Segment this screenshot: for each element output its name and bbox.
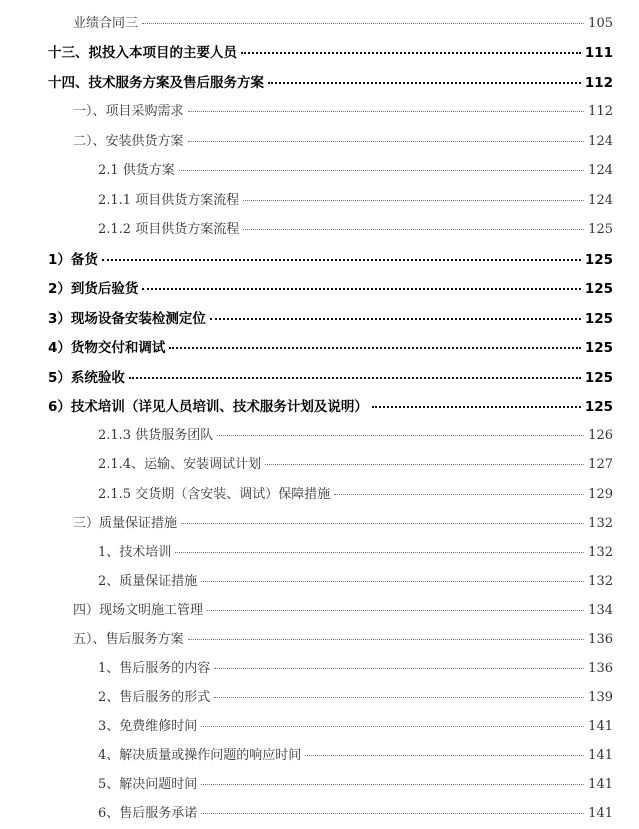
dot-leader (188, 141, 585, 142)
toc-entry-label: 6、售后服务承诺 (98, 806, 198, 821)
toc-entry-page: 127 (588, 457, 613, 472)
toc-entry-page: 141 (588, 748, 613, 763)
dot-leader (129, 377, 581, 379)
dot-leader (305, 755, 584, 756)
dot-leader (372, 406, 581, 408)
toc-entry-page: 136 (588, 661, 613, 676)
toc-entry[interactable] (73, 100, 613, 120)
toc-entry[interactable] (48, 248, 613, 268)
toc-entry[interactable] (98, 453, 613, 473)
dot-leader (268, 82, 581, 84)
toc-entry-page: 112 (584, 75, 613, 91)
toc-entry-page: 132 (588, 574, 613, 589)
toc-entry[interactable] (98, 189, 613, 209)
dot-leader (210, 318, 581, 320)
toc-entry[interactable] (73, 512, 613, 532)
toc-entry-label: 一）、项目采购需求 (73, 104, 184, 119)
toc-entry[interactable] (98, 483, 613, 503)
dot-leader (201, 726, 584, 727)
toc-entry-page: 125 (584, 252, 613, 268)
toc-entry-label: 2.1.4、运输、安装调试计划 (98, 457, 262, 472)
toc-entry[interactable] (48, 307, 613, 327)
toc-entry-label: 3、免费维修时间 (98, 719, 198, 734)
dot-leader (207, 610, 584, 611)
dot-leader (241, 52, 581, 54)
toc-entry-page: 112 (588, 104, 613, 119)
toc-entry[interactable] (98, 744, 613, 764)
dot-leader (169, 347, 580, 349)
toc-entry-label: 5、解决问题时间 (98, 777, 198, 792)
toc-entry-page: 132 (588, 545, 613, 560)
toc-entry-label: 1）备货 (48, 252, 98, 268)
toc-entry-label: 十三、拟投入本项目的主要人员 (48, 45, 237, 61)
toc-entry[interactable] (48, 277, 613, 297)
dot-leader (201, 581, 584, 582)
dot-leader (175, 552, 584, 553)
toc-entry-page: 125 (584, 370, 613, 386)
dot-leader (217, 435, 584, 436)
toc-entry-label: 十四、技术服务方案及售后服务方案 (48, 75, 264, 91)
toc-entry-page: 111 (584, 45, 613, 61)
toc-entry[interactable] (98, 802, 613, 822)
toc-entry-page: 141 (588, 806, 613, 821)
toc-entry-page: 125 (584, 399, 613, 415)
toc-entry-page: 136 (588, 632, 613, 647)
dot-leader (243, 200, 584, 201)
dot-leader (188, 111, 585, 112)
dot-leader (265, 464, 584, 465)
toc-entry-label: 4、解决质量或操作问题的响应时间 (98, 748, 302, 763)
toc-entry-label: 4）货物交付和调试 (48, 340, 166, 356)
toc-entry-page: 125 (588, 222, 613, 237)
dot-leader (201, 813, 584, 814)
toc-entry-label: 四）现场文明施工管理 (73, 603, 204, 618)
toc-entry-page: 141 (588, 719, 613, 734)
toc-entry-label: 三）质量保证措施 (73, 516, 178, 531)
toc-entry[interactable] (98, 657, 613, 677)
toc-entry-label: 2、售后服务的形式 (98, 690, 211, 705)
dot-leader (179, 170, 584, 171)
toc-entry[interactable] (98, 570, 613, 590)
toc-entry-label: 2.1.1 项目供货方案流程 (98, 193, 240, 208)
toc-entry-page: 124 (588, 163, 613, 178)
dot-leader (142, 23, 584, 24)
toc-entry-label: 1、技术培训 (98, 545, 172, 560)
toc-entry-page: 126 (588, 428, 613, 443)
toc-entry-label: 3）现场设备安装检测定位 (48, 311, 206, 327)
toc-entry[interactable] (73, 130, 613, 150)
dot-leader (334, 494, 584, 495)
toc-entry[interactable] (48, 395, 613, 415)
toc-entry-page: 129 (588, 487, 613, 502)
toc-entry-page: 125 (584, 340, 613, 356)
toc-entry-label: 五）、售后服务方案 (73, 632, 184, 647)
toc-entry[interactable] (98, 424, 613, 444)
toc-entry[interactable] (48, 336, 613, 356)
dot-leader (214, 668, 584, 669)
toc-entry-label: 1、售后服务的内容 (98, 661, 211, 676)
dot-leader (102, 259, 581, 261)
toc-entry[interactable] (73, 12, 613, 32)
toc-entry-page: 132 (588, 516, 613, 531)
toc-entry[interactable] (73, 628, 613, 648)
toc-entry[interactable] (98, 541, 613, 561)
toc-entry-label: 2）到货后验货 (48, 281, 139, 297)
dot-leader (201, 784, 584, 785)
dot-leader (181, 523, 584, 524)
toc-entry-label: 业绩合同三 (73, 16, 139, 31)
toc-entry-page: 124 (588, 134, 613, 149)
toc-entry-page: 141 (588, 777, 613, 792)
toc-entry[interactable] (73, 599, 613, 619)
toc-entry-page: 125 (584, 281, 613, 297)
toc-entry-page: 124 (588, 193, 613, 208)
toc-entry[interactable] (98, 159, 613, 179)
toc-entry-label: 5）系统验收 (48, 370, 125, 386)
toc-entry-label: 2.1 供货方案 (98, 163, 175, 178)
dot-leader (243, 229, 584, 230)
toc-entry-page: 105 (588, 16, 613, 31)
dot-leader (188, 639, 585, 640)
toc-entry-label: 6）技术培训（详见人员培训、技术服务计划及说明） (48, 399, 368, 415)
toc-entry[interactable] (48, 366, 613, 386)
toc-entry-page: 139 (588, 690, 613, 705)
toc-entry[interactable] (98, 218, 613, 238)
toc-entry-label: 2.1.2 项目供货方案流程 (98, 222, 240, 237)
dot-leader (142, 288, 580, 290)
toc-entry-label: 二）、安装供货方案 (73, 134, 184, 149)
toc-entry-page: 125 (584, 311, 613, 327)
toc-entry-label: 2.1.5 交货期（含安装、调试）保障措施 (98, 487, 331, 502)
toc-entry[interactable] (48, 71, 613, 91)
toc-entry-label: 2.1.3 供货服务团队 (98, 428, 214, 443)
toc-entry[interactable] (98, 773, 613, 793)
toc-entry[interactable] (98, 686, 613, 706)
toc-entry[interactable] (98, 715, 613, 735)
toc-entry-page: 134 (588, 603, 613, 618)
dot-leader (214, 697, 584, 698)
toc-entry-label: 2、质量保证措施 (98, 574, 198, 589)
toc-entry[interactable] (48, 41, 613, 61)
